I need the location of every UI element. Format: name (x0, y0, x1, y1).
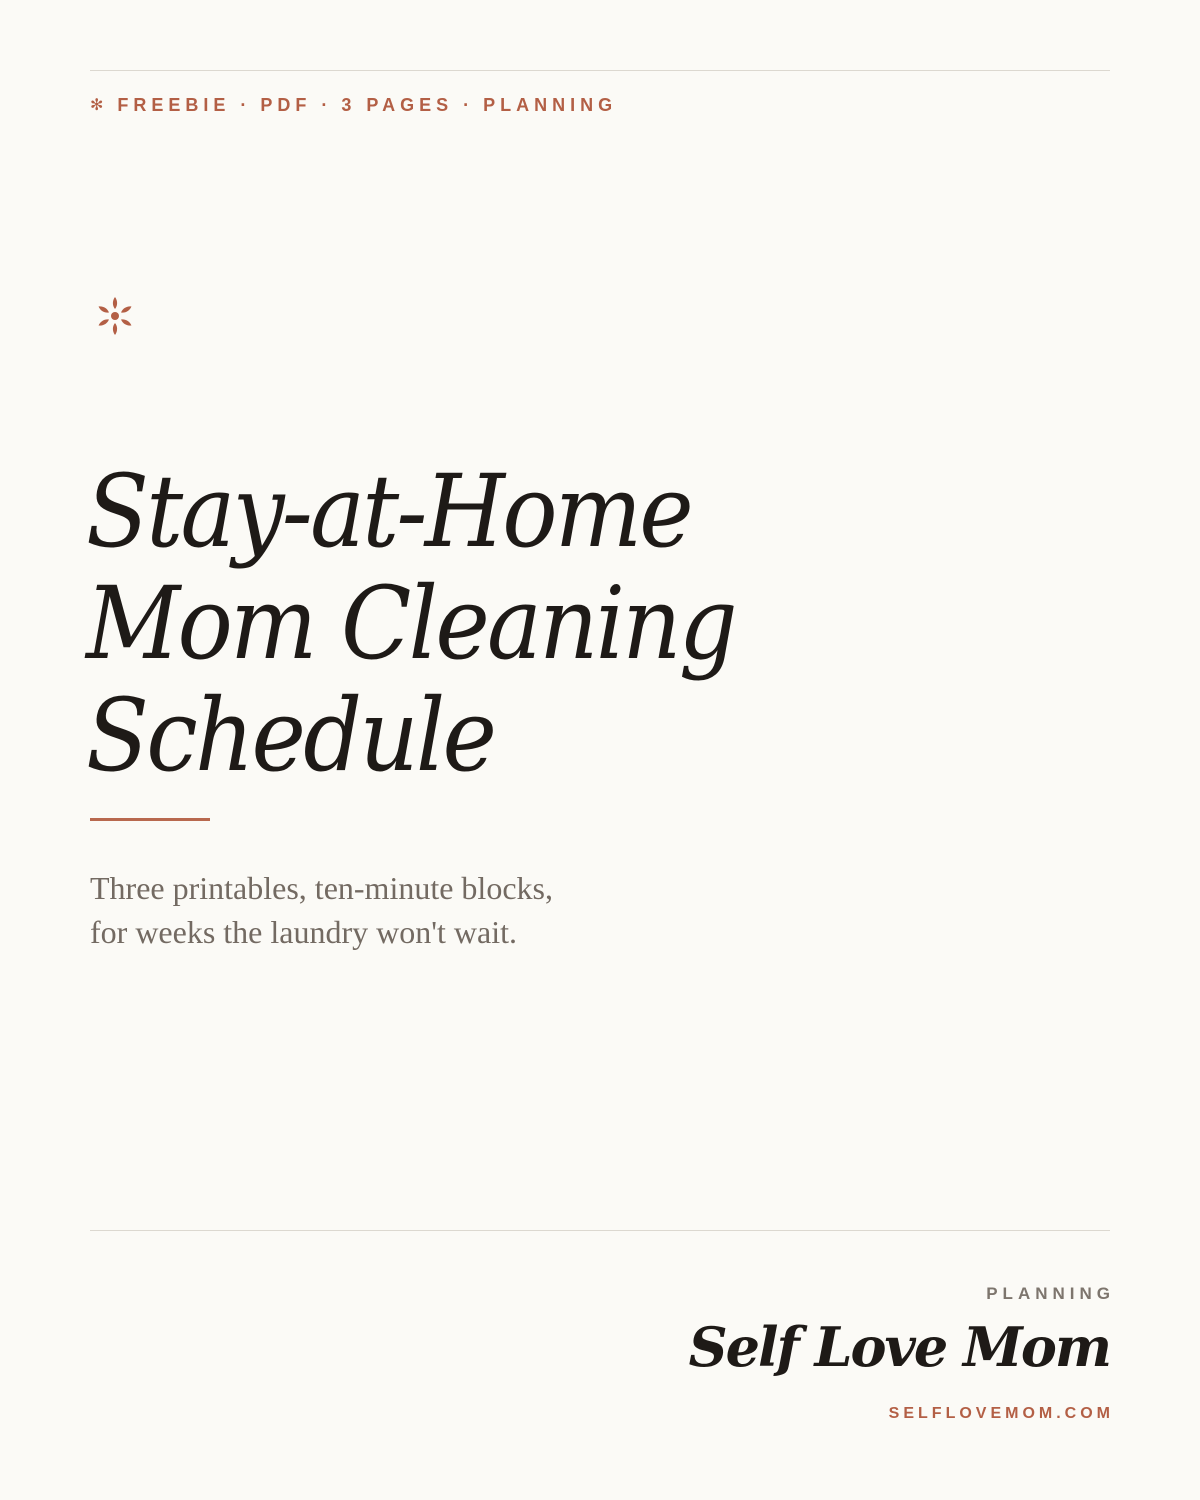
asterisk-icon: ✻ (90, 97, 104, 114)
subtitle (90, 866, 710, 954)
tag-separator: · (463, 94, 470, 115)
category-label: PLANNING (986, 1284, 1115, 1303)
top-divider (90, 70, 1110, 71)
website-link[interactable]: SELFLOVEMOM.COM (888, 1405, 1114, 1422)
tag-pdf: PDF (260, 94, 312, 115)
title-underline (90, 818, 210, 821)
subtitle-line-2: for weeks the laundry won't wait. (90, 914, 517, 950)
tag-freebie: FREEBIE (117, 94, 231, 115)
tag-planning: PLANNING (483, 94, 618, 115)
title-line-2: Mom Cleaning (86, 565, 735, 682)
subtitle-line-1: Three printables, ten-minute blocks, (90, 870, 553, 906)
page-title (86, 453, 914, 794)
brand-logo: Self Love Mom (688, 1315, 1110, 1379)
tag-separator: · (321, 94, 328, 115)
flower-icon (94, 295, 136, 337)
title-line-3: Schedule (86, 677, 495, 794)
meta-tags (90, 93, 617, 117)
bottom-divider (90, 1230, 1110, 1231)
tag-separator: · (240, 94, 247, 115)
tag-pages: 3 PAGES (341, 94, 454, 115)
title-line-1: Stay-at-Home (86, 453, 692, 570)
